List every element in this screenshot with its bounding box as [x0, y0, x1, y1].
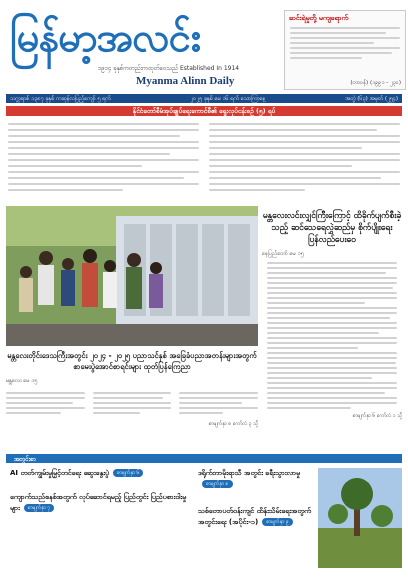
masthead-sidebox	[284, 10, 406, 90]
page-tag[interactable]: စာမျက်နှာ ၆	[113, 469, 143, 477]
irrigation-byline: နေပြည်တော် မေ ၁၅	[262, 251, 304, 257]
inside-section-bar	[6, 454, 402, 463]
exam-results-continued: စာမျက်နှာ ၈ ကော်လံ ၃ သို့	[208, 421, 258, 427]
established-line: ၁၉၁၄ ခုနှစ်ကတည်းကထုတ်ဝေသည် Established In 1914	[98, 65, 240, 72]
inside-item[interactable]	[10, 468, 190, 479]
masthead-logo: မြန်မာ့အလင်း	[10, 15, 201, 61]
page-tag[interactable]: စာမျက်နှာ ၇	[24, 504, 54, 512]
lead-body	[8, 119, 400, 189]
exam-results-headline: မန္တလေးတိုင်းဒေသကြီးအတွင်း ၂၀၂၄ - ၂၀၂၅ ပညာသင်နှစ် အခြေခံပညာအတန်းများအတွက် စာမေးပွဲအောင်စာရင်းများ ထုတ်ပြန်ကြေညာ	[7, 351, 257, 371]
inside-item-title: ဒရိုက်ဘာမိုးရာသီ အတွင်း ခရီးသွားလာမှု	[198, 469, 300, 477]
inside-item-title: AI တတ်ကျွမ်းမှုမြှင့်တင်ရေး ဆွေးနွေးပွဲ	[10, 469, 110, 477]
inside-item[interactable]	[198, 506, 312, 528]
masthead	[6, 4, 402, 92]
lead-column-left	[8, 119, 199, 189]
exam-results-story	[6, 350, 258, 450]
lead-headline: နိုင်ငံတော်စီမံအုပ်ချုပ်ရေးကောင်စီ၏ ရွေးလုပ်ငန်းစဉ် (၅) ရပ်	[6, 106, 402, 116]
exam-results-photo	[6, 206, 258, 346]
inside-item[interactable]	[198, 468, 312, 490]
issue-number: အတွဲ (၆၃) အမှတ် (၂၅၄)	[345, 95, 398, 102]
date-bar	[6, 94, 402, 103]
masthead-english-title: Myanma Alinn Daily	[136, 75, 235, 87]
page-tag[interactable]: စာမျက်နှာ ၈	[202, 480, 233, 488]
sidebox-heading: ဆင်းရဲမှုတို့ မကျရောက်	[289, 14, 349, 22]
sidebox-ref: (တာဝန်) (၁၉၉၁ - ၂၃၀)	[350, 80, 401, 86]
date-myanmar: သက္ကရာဇ် ၁၃၈၇ ခုနှစ် ကဆုန်လပြည့်ကျော် ၅ ရက်	[10, 95, 111, 102]
inside-item[interactable]	[10, 492, 190, 514]
irrigation-continued: စာမျက်နှာ ၆ ကော်လံ ၁ သို့	[352, 413, 402, 419]
forest-thumbnail	[318, 468, 402, 568]
exam-results-byline: မန္တလေး မေ ၁၅	[6, 378, 38, 384]
date-gregorian: ၂၀၂၅ ခုနှစ် မေ ၁၆ ရက် သောကြာနေ့	[190, 95, 266, 102]
inside-item-title: ကျောက်သည်စနစ်အတွက် လုပ်ဆောင်ရမည့် ပြည်တွင်း ပြည်ပစားဝါးမှုများ	[10, 493, 187, 512]
irrigation-headline: မန္တလေးလင်းလျှင်ကြီးကြောင့် ထိခိုက်ပျက်စီးခဲ့သည့် ဆင်သေရေလွှဲဆည်မှ စိုက်ပျိုးရေး ပြန်လည်ပေးဝေ	[262, 211, 402, 245]
inside-item-title: သစ်တောပတ်ဝန်းကျင် ထိန်းသိမ်းရေးအတွက် အတွင်းရေး (အပိုင်း-၁)	[198, 507, 312, 526]
lead-column-right	[209, 119, 400, 189]
page-tag[interactable]: စာမျက်နှာ ၉	[262, 518, 292, 526]
inside-section-label: အတွင်းစာ	[14, 456, 37, 463]
